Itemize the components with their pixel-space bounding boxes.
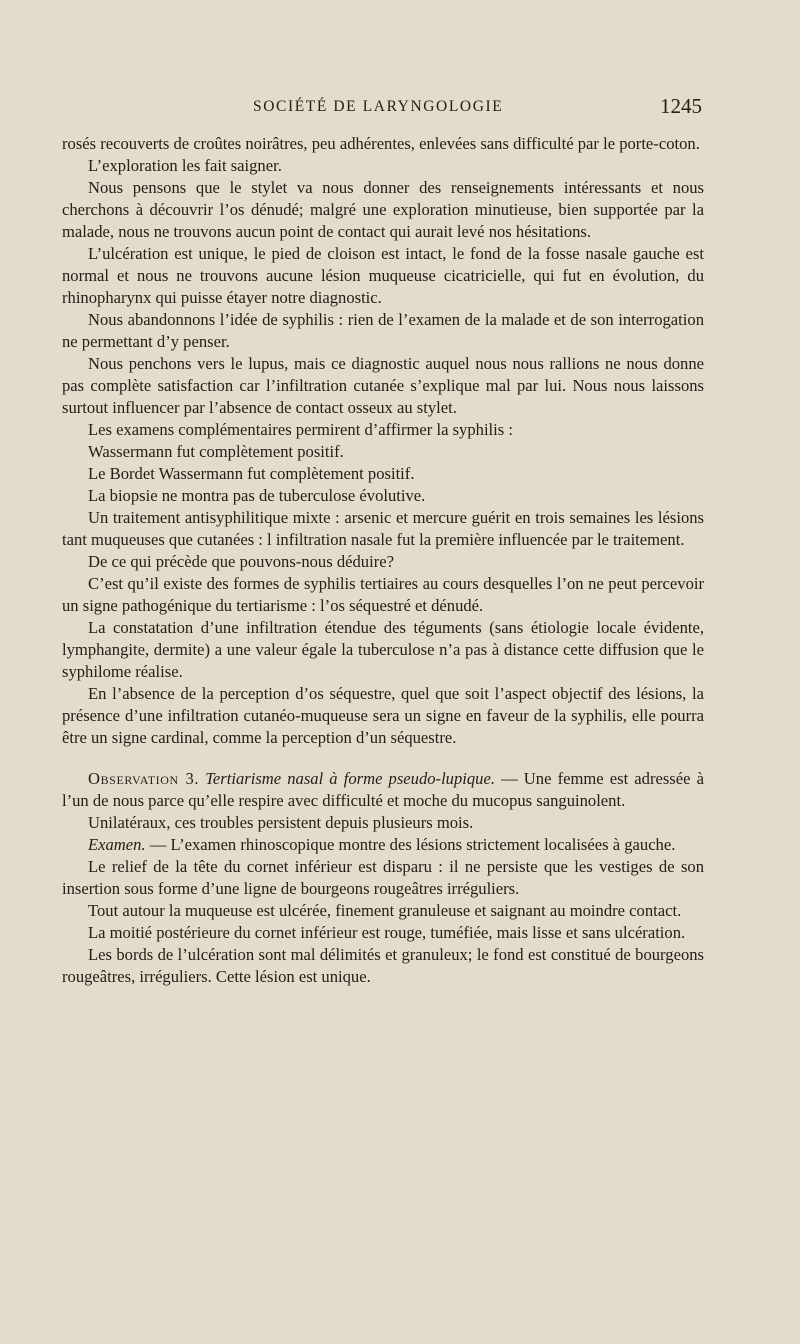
paragraph: De ce qui précède que pouvons-nous déduire? <box>88 552 394 571</box>
paragraph: rosés recouverts de croûtes noirâtres, peu adhérentes, enlevées sans difficulté par le porte-coton. <box>62 134 700 153</box>
paragraph: Nous abandonnons l’idée de syphilis : rien de l’examen de la malade et de son interrogation ne permettant d’y penser. <box>62 310 704 351</box>
paragraph: La constatation d’une infiltration étendue des téguments (sans étiologie locale évidente, lymphangite, dermite) a une valeur égale la tuberculose n’a pas à distance cette diffusion que le syphilome réalise. <box>62 618 704 681</box>
paragraph: Le Bordet Wassermann fut complètement positif. <box>88 464 415 483</box>
page-header <box>62 94 702 120</box>
paragraph: La moitié postérieure du cornet inférieur est rouge, tuméfiée, mais lisse et sans ulcération. <box>88 923 686 942</box>
paragraph: Unilatéraux, ces troubles persistent depuis plusieurs mois. <box>88 813 474 832</box>
paragraph: C’est qu’il existe des formes de syphilis tertiaires au cours desquelles l’on ne peut percevoir un signe pathogénique du tertiarisme : l’os séquestré et dénudé. <box>62 574 704 615</box>
observation-title: Tertiarisme nasal à forme pseudo-lupique. <box>205 769 495 788</box>
page-number: 1245 <box>660 94 702 118</box>
paragraph: Tout autour la muqueuse est ulcérée, finement granuleuse et saignant au moindre contact. <box>88 901 682 920</box>
paragraph: La biopsie ne montra pas de tuberculose évolutive. <box>88 486 426 505</box>
examen-text: — L’examen rhinoscopique montre des lésions strictement localisées à gauche. <box>149 835 676 854</box>
paragraph: L’exploration les fait saigner. <box>88 156 282 175</box>
paragraph: Un traitement antisyphilitique mixte : arsenic et mercure guérit en trois semaines les lésions tant muqueuses que cutanées : l infiltration nasale fut la première influencée par le traitement. <box>62 508 704 549</box>
examen-paragraph <box>62 834 704 856</box>
paragraph: En l’absence de la perception d’os séquestre, quel que soit l’aspect objectif des lésions, la présence d’une infiltration cutanéo-muqueuse sera un signe en faveur de la syphilis, elle pourra être un signe cardinal, comme la perception d’un séquestre. <box>62 684 704 747</box>
observation-text: — Une femme est adressée à l’un de nous parce qu’elle respire avec difficulté et moche du mucopus sanguinolent. <box>62 769 704 810</box>
paragraph: Wassermann fut complètement positif. <box>88 442 344 461</box>
body-text <box>62 133 704 988</box>
paragraph: Nous penchons vers le lupus, mais ce diagnostic auquel nous nous rallions ne nous donne pas complète satisfaction car l’infiltration cutanée s’explique mal par lui. Nous nous laissons surtout influencer par l’absence de contact osseux au stylet. <box>62 354 704 417</box>
paragraph: Nous pensons que le stylet va nous donner des renseignements intéressants et nous cherchons à découvrir l’os dénudé; malgré une exploration minutieuse, bien supportée par la malade, nous ne trouvons aucun point de contact qui aurait levé nos hésitations. <box>62 178 704 241</box>
observation-label: Observation 3. <box>88 769 200 788</box>
running-title: SOCIÉTÉ DE LARYNGOLOGIE <box>253 98 504 115</box>
paragraph: Les bords de l’ulcération sont mal délimités et granuleux; le fond est constitué de bourgeons rougeâtres, irréguliers. Cette lésion est unique. <box>62 945 704 986</box>
paragraph: Les examens complémentaires permirent d’affirmer la syphilis : <box>88 420 513 439</box>
observation-paragraph <box>62 768 704 812</box>
paragraph: L’ulcération est unique, le pied de cloison est intact, le fond de la fosse nasale gauche est normal et nous ne trouvons aucune lésion muqueuse cicatricielle, qui fut en évolution, du rhinopharynx qui puisse étayer notre diagnostic. <box>62 244 704 307</box>
paragraph: Le relief de la tête du cornet inférieur est disparu : il ne persiste que les vestiges de son insertion sous forme d’une ligne de bourgeons rougeâtres irréguliers. <box>62 857 704 898</box>
examen-label: Examen. <box>88 835 146 854</box>
